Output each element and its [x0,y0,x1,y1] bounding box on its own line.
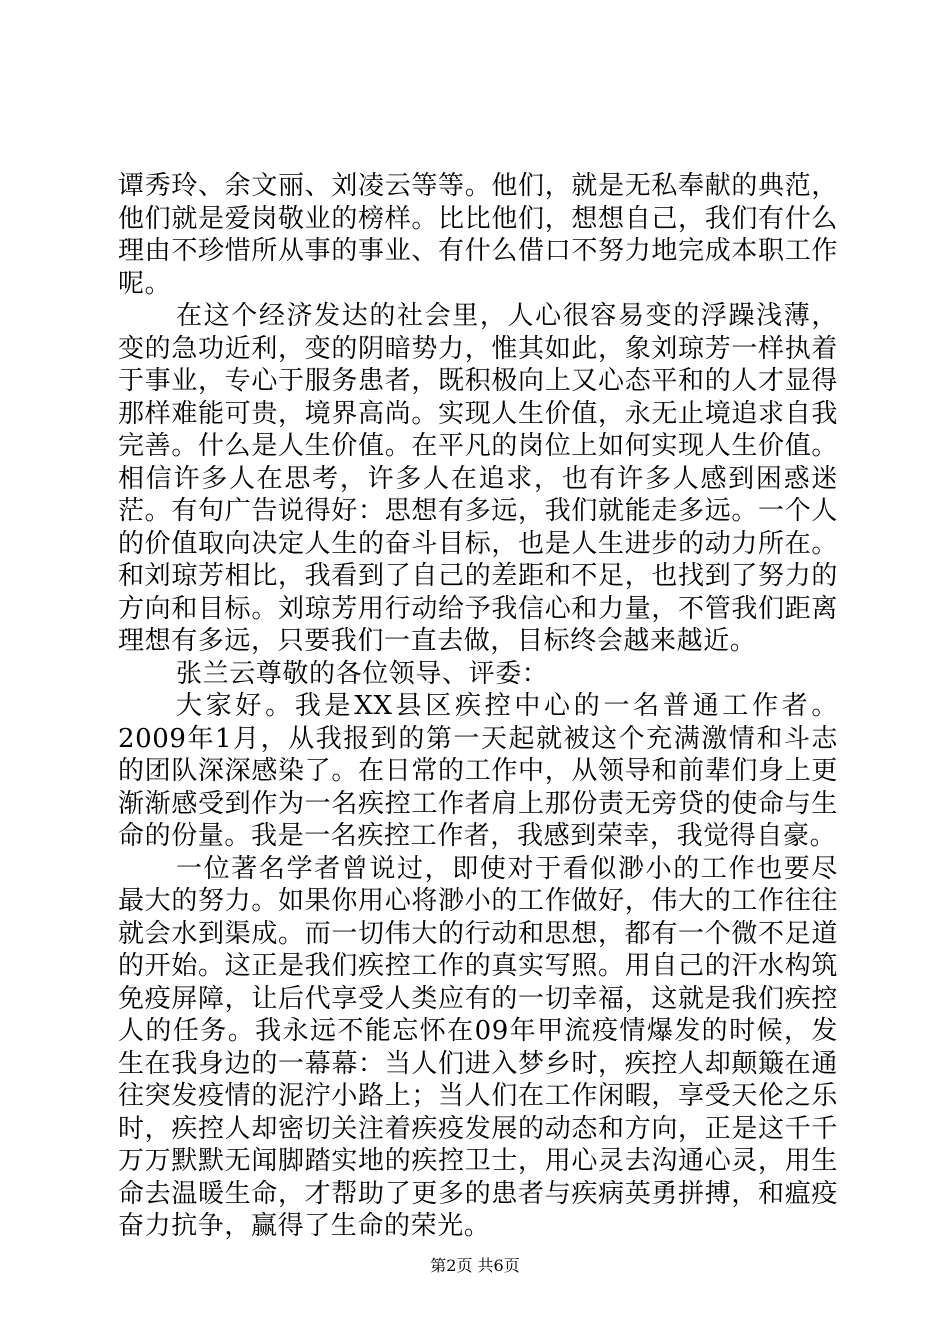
page-number: 第2页 共6页 [430,1256,520,1275]
paragraph-2: 在这个经济发达的社会里，人心很容易变的浮躁浅薄，变的急功近利，变的阴暗势力，惟其如此，象刘琼芳一样执着于事业，专心于服务患者，既积极向上又心态平和的人才显得那样难能可贵，境界高尚。实现人生价值，永无止境追求自我完善。什么是人生价值。在平凡的岗位上如何实现人生价值。相信许多人在思考，许多人在追求，也有许多人感到困惑迷茫。有句广告说得好：思想有多远，我们就能走多远。一个人的价值取向决定人生的奋斗目标，也是人生进步的动力所在。和刘琼芳相比，我看到了自己的差距和不足，也找到了努力的方向和目标。刘琼芳用行动给予我信心和力量，不管我们距离理想有多远，只要我们一直去做，目标终会越来越近。 [118,301,838,656]
paragraph-4: 大家好。我是XX县区疾控中心的一名普通工作者。2009年1月，从我报到的第一天起就被这个充满激情和斗志的团队深深感染了。在日常的工作中，从领导和前辈们身上更渐渐感受到作为一名疾控工作者肩上那份责无旁贷的使命与生命的份量。我是一名疾控工作者，我感到荣幸，我觉得自豪。 [118,691,838,851]
paragraph-3: 张兰云尊敬的各位领导、评委： [176,658,549,689]
document-body [118,170,838,1243]
paragraph-1: 谭秀玲、余文丽、刘凌云等等。他们，就是无私奉献的典范，他们就是爱岗敬业的榜样。比比他们，想想自己，我们有什么理由不珍惜所从事的事业、有什么借口不努力地完成本职工作呢。 [118,171,838,299]
page-footer [0,1256,950,1276]
paragraph-5: 一位著名学者曾说过，即使对于看似渺小的工作也要尽最大的努力。如果你用心将渺小的工作做好，伟大的工作往往就会水到渠成。而一切伟大的行动和思想，都有一个微不足道的开始。这正是我们疾控工作的真实写照。用自己的汗水构筑免疫屏障，让后代享受人类应有的一切幸福，这就是我们疾控人的任务。我永远不能忘怀在09年甲流疫情爆发的时候，发生在我身边的一幕幕：当人们进入梦乡时，疾控人却颠簸在通往突发疫情的泥泞小路上；当人们在工作闲暇，享受天伦之乐时，疾控人却密切关注着疾疫发展的动态和方向，正是这千千万万默默无闻脚踏实地的疾控卫士，用心灵去沟通心灵，用生命去温暖生命，才帮助了更多的患者与疾病英勇拼搏，和瘟疫奋力抗争，赢得了生命的荣光。 [118,853,838,1241]
